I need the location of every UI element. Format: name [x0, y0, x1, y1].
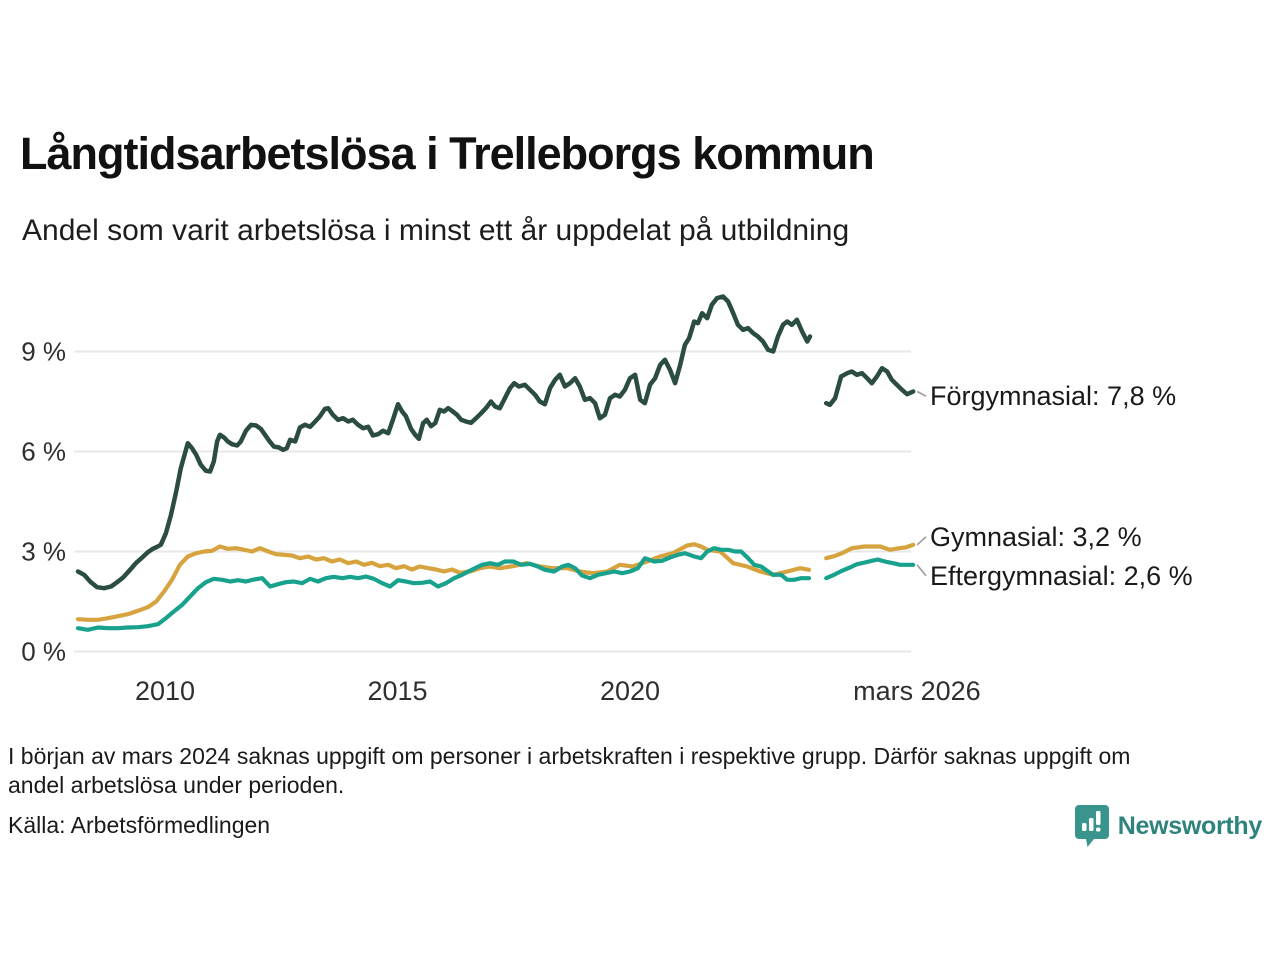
newsworthy-pin-bar-chart-icon [1074, 804, 1110, 848]
series-end-label-forgymnasial: Förgymnasial: 7,8 % [930, 381, 1177, 412]
x-tick-label: mars 2026 [853, 676, 981, 706]
source-label: Källa: Arbetsförmedlingen [8, 812, 271, 838]
y-tick-label: 9 % [21, 336, 66, 367]
x-tick-label: 2020 [599, 676, 661, 706]
footnote-line-2: andel arbetslösa under perioden. [8, 772, 345, 798]
x-tick-label: 2010 [134, 676, 196, 706]
newsworthy-logo-text: Newsworthy [1117, 811, 1262, 840]
y-tick-label: 3 % [21, 536, 66, 567]
x-tick-label: 2015 [367, 676, 428, 706]
label-connector-eftergymnasial [917, 565, 926, 576]
y-tick-label: 6 % [21, 436, 66, 467]
series-line-eftergymnasial [78, 548, 809, 630]
y-tick-label: 0 % [21, 636, 66, 667]
series-line-eftergymnasial [826, 560, 913, 579]
label-connector-forgymnasial [917, 392, 926, 397]
footnote-line-1: I början av mars 2024 saknas uppgift om personer i arbetskraften i respektive grupp. Därför saknas uppgift om [8, 743, 1131, 769]
series-end-label-gymnasial: Gymnasial: 3,2 % [930, 521, 1142, 552]
newsworthy-branding [1074, 804, 1262, 848]
page-title: Långtidsarbetslösa i Trelleborgs kommun [20, 128, 874, 179]
series-line-forgymnasial [826, 368, 913, 405]
footnote [8, 742, 1130, 800]
chart-subtitle: Andel som varit arbetslösa i minst ett år uppdelat på utbildning [22, 214, 850, 247]
series-end-label-eftergymnasial: Eftergymnasial: 2,6 % [930, 560, 1193, 591]
label-connector-gymnasial [917, 537, 926, 545]
